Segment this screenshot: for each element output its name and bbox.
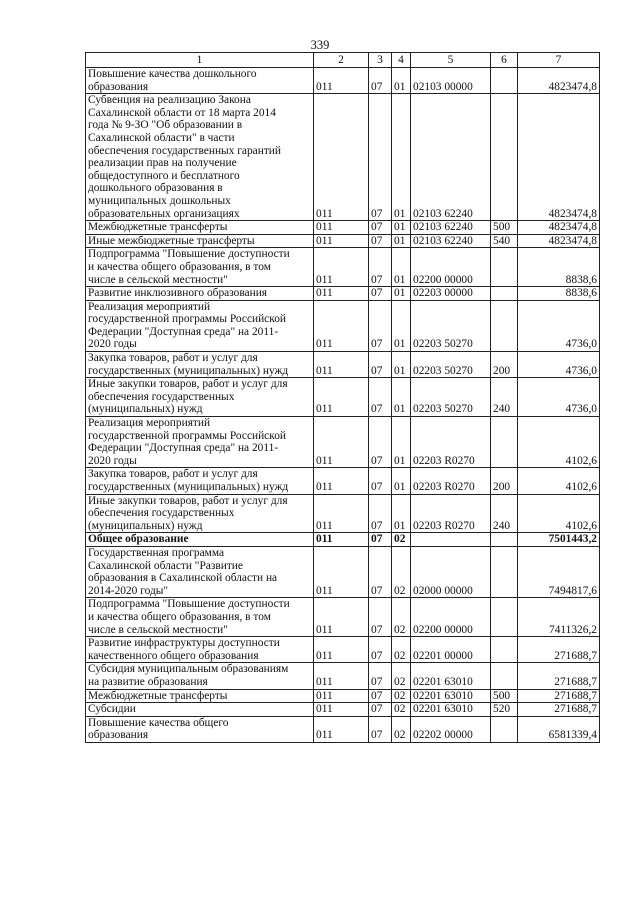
table-row bbox=[86, 221, 600, 235]
amount-cell: 7411326,2 bbox=[518, 598, 600, 637]
section-code-cell: 07 bbox=[369, 637, 392, 663]
target-article-cell: 02203 00000 bbox=[411, 287, 491, 301]
column-header: 6 bbox=[491, 53, 518, 68]
admin-code-cell: 011 bbox=[314, 68, 369, 94]
table-row bbox=[86, 716, 600, 742]
expense-type-cell bbox=[491, 533, 518, 547]
expense-type-cell bbox=[491, 248, 518, 287]
target-article-cell bbox=[411, 533, 491, 547]
subsection-code-cell: 02 bbox=[392, 663, 411, 689]
target-article-cell: 02203 50270 bbox=[411, 300, 491, 351]
admin-code-cell: 011 bbox=[314, 689, 369, 703]
section-code-cell: 07 bbox=[369, 248, 392, 287]
section-code-cell: 07 bbox=[369, 221, 392, 235]
expense-type-cell: 520 bbox=[491, 703, 518, 717]
section-code-cell: 07 bbox=[369, 68, 392, 94]
expense-type-cell bbox=[491, 637, 518, 663]
admin-code-cell: 011 bbox=[314, 716, 369, 742]
target-article-cell: 02103 62240 bbox=[411, 234, 491, 248]
target-article-cell: 02200 00000 bbox=[411, 248, 491, 287]
row-name-cell: Субсидия муниципальным образованиям на развитие образования bbox=[86, 663, 314, 689]
section-code-cell: 07 bbox=[369, 598, 392, 637]
amount-cell: 271688,7 bbox=[518, 637, 600, 663]
row-name-cell: Реализация мероприятий государственной программы Российской Федерации "Доступная среда" на 2011- 2020 годы bbox=[86, 417, 314, 468]
header-row bbox=[86, 53, 600, 68]
subsection-code-cell: 01 bbox=[392, 300, 411, 351]
column-header: 4 bbox=[392, 53, 411, 68]
amount-cell: 4823474,8 bbox=[518, 94, 600, 221]
target-article-cell: 02203 R0270 bbox=[411, 468, 491, 494]
expense-type-cell bbox=[491, 663, 518, 689]
table-row bbox=[86, 287, 600, 301]
amount-cell: 4102,6 bbox=[518, 494, 600, 533]
amount-cell: 8838,6 bbox=[518, 248, 600, 287]
expense-type-cell: 200 bbox=[491, 352, 518, 378]
row-name-cell: Реализация мероприятий государственной программы Российской Федерации "Доступная среда" на 2011- 2020 годы bbox=[86, 300, 314, 351]
subsection-code-cell: 02 bbox=[392, 703, 411, 717]
admin-code-cell: 011 bbox=[314, 417, 369, 468]
admin-code-cell: 011 bbox=[314, 494, 369, 533]
column-header: 2 bbox=[314, 53, 369, 68]
column-header: 1 bbox=[86, 53, 314, 68]
subsection-code-cell: 01 bbox=[392, 417, 411, 468]
table-row bbox=[86, 689, 600, 703]
row-name-cell: Подпрограмма "Повышение доступности и качества общего образования, в том числе в сельской местности" bbox=[86, 248, 314, 287]
row-name-cell: Повышение качества общего образования bbox=[86, 716, 314, 742]
amount-cell: 4823474,8 bbox=[518, 234, 600, 248]
expense-type-cell: 540 bbox=[491, 234, 518, 248]
table-row bbox=[86, 533, 600, 547]
expense-type-cell bbox=[491, 94, 518, 221]
amount-cell: 4823474,8 bbox=[518, 68, 600, 94]
section-code-cell: 07 bbox=[369, 689, 392, 703]
admin-code-cell: 011 bbox=[314, 287, 369, 301]
section-code-cell: 07 bbox=[369, 468, 392, 494]
admin-code-cell: 011 bbox=[314, 378, 369, 417]
row-name-cell: Подпрограмма "Повышение доступности и качества общего образования, в том числе в сельской местности" bbox=[86, 598, 314, 637]
row-name-cell: Иные закупки товаров, работ и услуг для обеспечения государственных (муниципальных) нужд bbox=[86, 494, 314, 533]
table-row bbox=[86, 94, 600, 221]
target-article-cell: 02201 63010 bbox=[411, 703, 491, 717]
row-name-cell: Субвенция на реализацию Закона Сахалинской области от 18 марта 2014 года № 9-ЗО "Об образовании в Сахалинской области" в части обеспечения государственных гарантий реализации прав на получение общедоступного и бесплатного дошкольного образования в муниципальных дошкольных образовательных организациях bbox=[86, 94, 314, 221]
target-article-cell: 02000 00000 bbox=[411, 546, 491, 597]
table-row bbox=[86, 637, 600, 663]
admin-code-cell: 011 bbox=[314, 248, 369, 287]
subsection-code-cell: 02 bbox=[392, 637, 411, 663]
row-name-cell: Общее образование bbox=[86, 533, 314, 547]
table-row bbox=[86, 417, 600, 468]
table-row bbox=[86, 234, 600, 248]
subsection-code-cell: 02 bbox=[392, 598, 411, 637]
subsection-code-cell: 01 bbox=[392, 94, 411, 221]
subsection-code-cell: 02 bbox=[392, 716, 411, 742]
row-name-cell: Закупка товаров, работ и услуг для государственных (муниципальных) нужд bbox=[86, 468, 314, 494]
expense-type-cell bbox=[491, 417, 518, 468]
expense-type-cell bbox=[491, 68, 518, 94]
table-row bbox=[86, 378, 600, 417]
row-name-cell: Развитие инфраструктуры доступности качественного общего образования bbox=[86, 637, 314, 663]
amount-cell: 4102,6 bbox=[518, 468, 600, 494]
target-article-cell: 02201 00000 bbox=[411, 637, 491, 663]
table-row bbox=[86, 352, 600, 378]
section-code-cell: 07 bbox=[369, 287, 392, 301]
target-article-cell: 02203 R0270 bbox=[411, 417, 491, 468]
row-name-cell: Иные межбюджетные трансферты bbox=[86, 234, 314, 248]
subsection-code-cell: 01 bbox=[392, 468, 411, 494]
amount-cell: 7494817,6 bbox=[518, 546, 600, 597]
expense-type-cell bbox=[491, 287, 518, 301]
expense-type-cell: 500 bbox=[491, 221, 518, 235]
expense-type-cell: 500 bbox=[491, 689, 518, 703]
target-article-cell: 02103 62240 bbox=[411, 94, 491, 221]
subsection-code-cell: 01 bbox=[392, 68, 411, 94]
table-row bbox=[86, 703, 600, 717]
amount-cell: 4736,0 bbox=[518, 352, 600, 378]
row-name-cell: Межбюджетные трансферты bbox=[86, 221, 314, 235]
section-code-cell: 07 bbox=[369, 533, 392, 547]
admin-code-cell: 011 bbox=[314, 546, 369, 597]
amount-cell: 6581339,4 bbox=[518, 716, 600, 742]
subsection-code-cell: 01 bbox=[392, 248, 411, 287]
admin-code-cell: 011 bbox=[314, 637, 369, 663]
table-row bbox=[86, 248, 600, 287]
section-code-cell: 07 bbox=[369, 703, 392, 717]
subsection-code-cell: 01 bbox=[392, 234, 411, 248]
admin-code-cell: 011 bbox=[314, 703, 369, 717]
subsection-code-cell: 02 bbox=[392, 689, 411, 703]
admin-code-cell: 011 bbox=[314, 468, 369, 494]
subsection-code-cell: 02 bbox=[392, 546, 411, 597]
row-name-cell: Развитие инклюзивного образования bbox=[86, 287, 314, 301]
section-code-cell: 07 bbox=[369, 352, 392, 378]
amount-cell: 4736,0 bbox=[518, 378, 600, 417]
target-article-cell: 02200 00000 bbox=[411, 598, 491, 637]
section-code-cell: 07 bbox=[369, 417, 392, 468]
admin-code-cell: 011 bbox=[314, 300, 369, 351]
expense-type-cell bbox=[491, 598, 518, 637]
expense-type-cell bbox=[491, 300, 518, 351]
amount-cell: 4736,0 bbox=[518, 300, 600, 351]
row-name-cell: Государственная программа Сахалинской области "Развитие образования в Сахалинской области на 2014-2020 годы" bbox=[86, 546, 314, 597]
subsection-code-cell: 01 bbox=[392, 352, 411, 378]
expense-type-cell: 200 bbox=[491, 468, 518, 494]
admin-code-cell: 011 bbox=[314, 94, 369, 221]
target-article-cell: 02201 63010 bbox=[411, 663, 491, 689]
row-name-cell: Закупка товаров, работ и услуг для государственных (муниципальных) нужд bbox=[86, 352, 314, 378]
expense-type-cell bbox=[491, 716, 518, 742]
target-article-cell: 02201 63010 bbox=[411, 689, 491, 703]
expense-type-cell: 240 bbox=[491, 494, 518, 533]
expense-type-cell bbox=[491, 546, 518, 597]
amount-cell: 7501443,2 bbox=[518, 533, 600, 547]
section-code-cell: 07 bbox=[369, 300, 392, 351]
column-header: 7 bbox=[518, 53, 600, 68]
subsection-code-cell: 01 bbox=[392, 378, 411, 417]
admin-code-cell: 011 bbox=[314, 221, 369, 235]
row-name-cell: Межбюджетные трансферты bbox=[86, 689, 314, 703]
column-header: 3 bbox=[369, 53, 392, 68]
row-name-cell: Иные закупки товаров, работ и услуг для обеспечения государственных (муниципальных) нужд bbox=[86, 378, 314, 417]
section-code-cell: 07 bbox=[369, 716, 392, 742]
subsection-code-cell: 01 bbox=[392, 287, 411, 301]
subsection-code-cell: 02 bbox=[392, 533, 411, 547]
target-article-cell: 02203 50270 bbox=[411, 378, 491, 417]
table-row bbox=[86, 68, 600, 94]
admin-code-cell: 011 bbox=[314, 598, 369, 637]
subsection-code-cell: 01 bbox=[392, 221, 411, 235]
table-row bbox=[86, 468, 600, 494]
table-row bbox=[86, 598, 600, 637]
section-code-cell: 07 bbox=[369, 494, 392, 533]
admin-code-cell: 011 bbox=[314, 533, 369, 547]
target-article-cell: 02103 62240 bbox=[411, 221, 491, 235]
amount-cell: 4102,6 bbox=[518, 417, 600, 468]
amount-cell: 8838,6 bbox=[518, 287, 600, 301]
target-article-cell: 02103 00000 bbox=[411, 68, 491, 94]
table-row bbox=[86, 663, 600, 689]
target-article-cell: 02202 00000 bbox=[411, 716, 491, 742]
table-row bbox=[86, 546, 600, 597]
target-article-cell: 02203 R0270 bbox=[411, 494, 491, 533]
amount-cell: 4823474,8 bbox=[518, 221, 600, 235]
section-code-cell: 07 bbox=[369, 378, 392, 417]
table-row bbox=[86, 494, 600, 533]
expense-type-cell: 240 bbox=[491, 378, 518, 417]
row-name-cell: Повышение качества дошкольного образования bbox=[86, 68, 314, 94]
page-number: 339 bbox=[310, 38, 330, 52]
section-code-cell: 07 bbox=[369, 94, 392, 221]
section-code-cell: 07 bbox=[369, 663, 392, 689]
subsection-code-cell: 01 bbox=[392, 494, 411, 533]
table-row bbox=[86, 300, 600, 351]
amount-cell: 271688,7 bbox=[518, 689, 600, 703]
budget-table bbox=[85, 52, 600, 743]
row-name-cell: Субсидии bbox=[86, 703, 314, 717]
target-article-cell: 02203 50270 bbox=[411, 352, 491, 378]
column-header: 5 bbox=[411, 53, 491, 68]
admin-code-cell: 011 bbox=[314, 663, 369, 689]
admin-code-cell: 011 bbox=[314, 352, 369, 378]
admin-code-cell: 011 bbox=[314, 234, 369, 248]
section-code-cell: 07 bbox=[369, 546, 392, 597]
amount-cell: 271688,7 bbox=[518, 663, 600, 689]
amount-cell: 271688,7 bbox=[518, 703, 600, 717]
section-code-cell: 07 bbox=[369, 234, 392, 248]
